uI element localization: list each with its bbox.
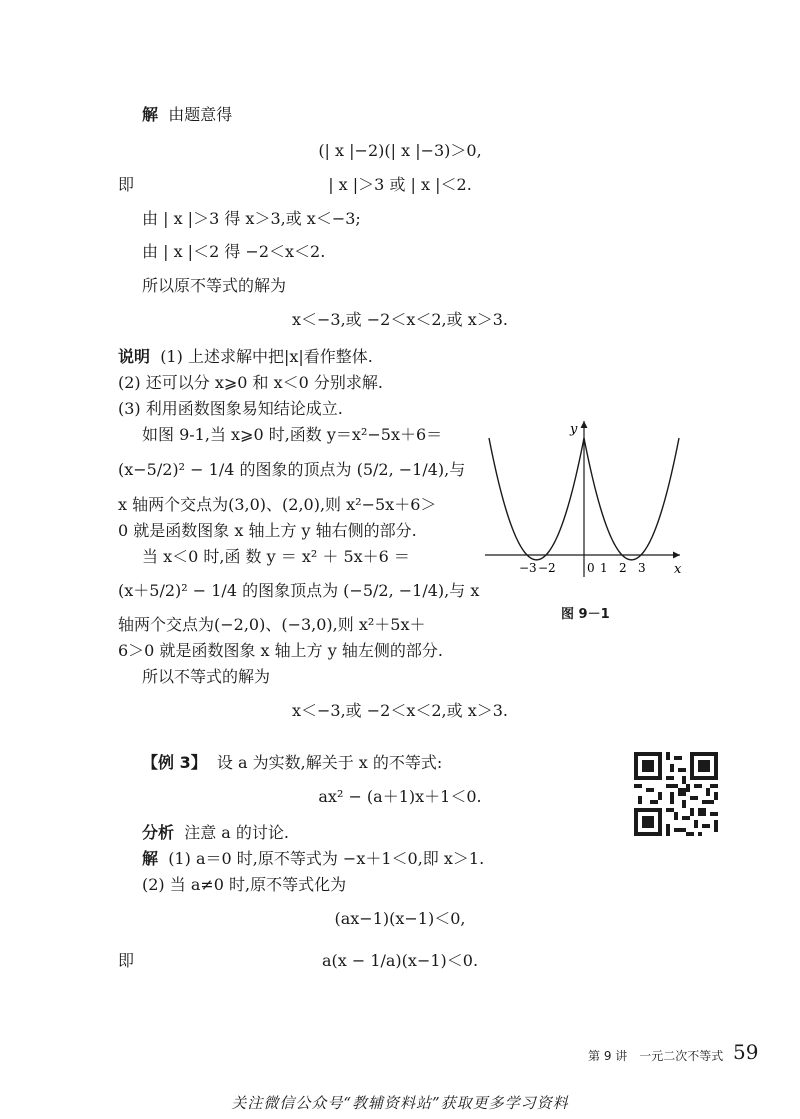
solution-set-1: x＜−3,或 −2＜x＜2,或 x＞3.	[291, 310, 509, 329]
graph-text-2: (x−5/2)² − 1/4 的图象的顶点为 (5/2, −1/4),与	[118, 460, 466, 479]
solution-label: 解	[142, 105, 159, 124]
example-3-text: 设 a 为实数,解关于 x 的不等式:	[216, 753, 443, 772]
graph-text-8: 6＞0 就是函数图象 x 轴上方 y 轴左侧的部分.	[118, 641, 443, 660]
page-number: 59	[733, 1040, 759, 1064]
graph-text-1: 如图 9-1,当 x⩾0 时,函数 y＝x²−5x＋6＝	[142, 425, 443, 444]
graph-text-4: 0 就是函数图象 x 轴上方 y 轴右侧的部分.	[118, 521, 417, 540]
example-3-inequality: ax² − (a＋1)x＋1＜0.	[318, 787, 482, 806]
note-line-2: (2) 还可以分 x⩾0 和 x＜0 分别求解.	[118, 373, 383, 392]
x-tick-label: 0	[587, 561, 595, 575]
y-axis-label: y	[570, 422, 578, 437]
analysis-text: 注意 a 的讨论.	[184, 823, 289, 842]
solution-set-2: x＜−3,或 −2＜x＜2,或 x＞3.	[291, 701, 509, 720]
graph-text-7: 轴两个交点为(−2,0)、(−3,0),则 x²＋5x＋	[118, 615, 426, 634]
graph-text-6: (x＋5/2)² − 1/4 的图象顶点为 (−5/2, −1/4),与 x	[118, 581, 480, 600]
solution-statement-1: 所以原不等式的解为	[142, 276, 287, 295]
x-tick-label: −2	[538, 561, 556, 575]
final-inequality: a(x − 1/a)(x−1)＜0.	[321, 951, 479, 970]
analysis-label: 分析	[142, 823, 175, 842]
graph-text-3: x 轴两个交点为(3,0)、(2,0),则 x²−5x＋6＞	[118, 495, 437, 514]
promo-banner: 关注微信公众号“教辅资料站”获取更多学习资料	[231, 1094, 569, 1112]
curve-right-branch	[584, 438, 679, 560]
ji-label-1: 即	[118, 175, 135, 194]
chapter-label: 第 9 讲 一元二次不等式	[588, 1049, 724, 1063]
graph-text-5: 当 x＜0 时,函 数 y ＝ x² ＋ 5x＋6 ＝	[142, 547, 410, 566]
case-less-2: 由 | x |＜2 得 −2＜x＜2.	[142, 242, 326, 261]
x-axis-label: x	[674, 562, 682, 577]
solution-3-case-1: (1) a＝0 时,原不等式为 −x＋1＜0,即 x＞1.	[168, 849, 485, 868]
solution-statement-2: 所以不等式的解为	[142, 667, 271, 686]
note-1-text: (1) 上述求解中把|x|看作整体.	[160, 347, 373, 366]
equation-abs-product: (| x |−2)(| x |−3)＞0,	[318, 141, 482, 160]
solution-3-line-1	[142, 848, 484, 870]
x-tick-label: 3	[638, 561, 646, 575]
note-line-3: (3) 利用函数图象易知结论成立.	[118, 399, 343, 418]
case-greater-3: 由 | x |＞3 得 x＞3,或 x＜−3;	[142, 209, 361, 228]
curve-left-branch	[489, 438, 584, 560]
solution-intro: 由题意得	[168, 105, 233, 124]
x-ticks	[519, 561, 646, 575]
solution-3-case-2: (2) 当 a≠0 时,原不等式化为	[142, 875, 347, 894]
x-tick-label: 1	[600, 561, 608, 575]
solution-line-1	[142, 104, 232, 126]
ji-label-2: 即	[118, 951, 135, 970]
figure-9-1	[480, 415, 690, 580]
figure-caption: 图 9－1	[561, 607, 610, 622]
note-label: 说明	[118, 347, 151, 366]
solution-3-label: 解	[142, 849, 159, 868]
equation-abs-cases: | x |＞3 或 | x |＜2.	[328, 175, 472, 194]
example-3-label: 【例 3】	[142, 753, 207, 772]
x-tick-label: −3	[519, 561, 537, 575]
qr-code	[634, 752, 718, 836]
note-line-1	[118, 346, 373, 368]
example-3-line	[142, 752, 442, 774]
factored-inequality: (ax−1)(x−1)＜0,	[334, 909, 466, 928]
x-tick-label: 2	[619, 561, 627, 575]
analysis-line	[142, 822, 289, 844]
